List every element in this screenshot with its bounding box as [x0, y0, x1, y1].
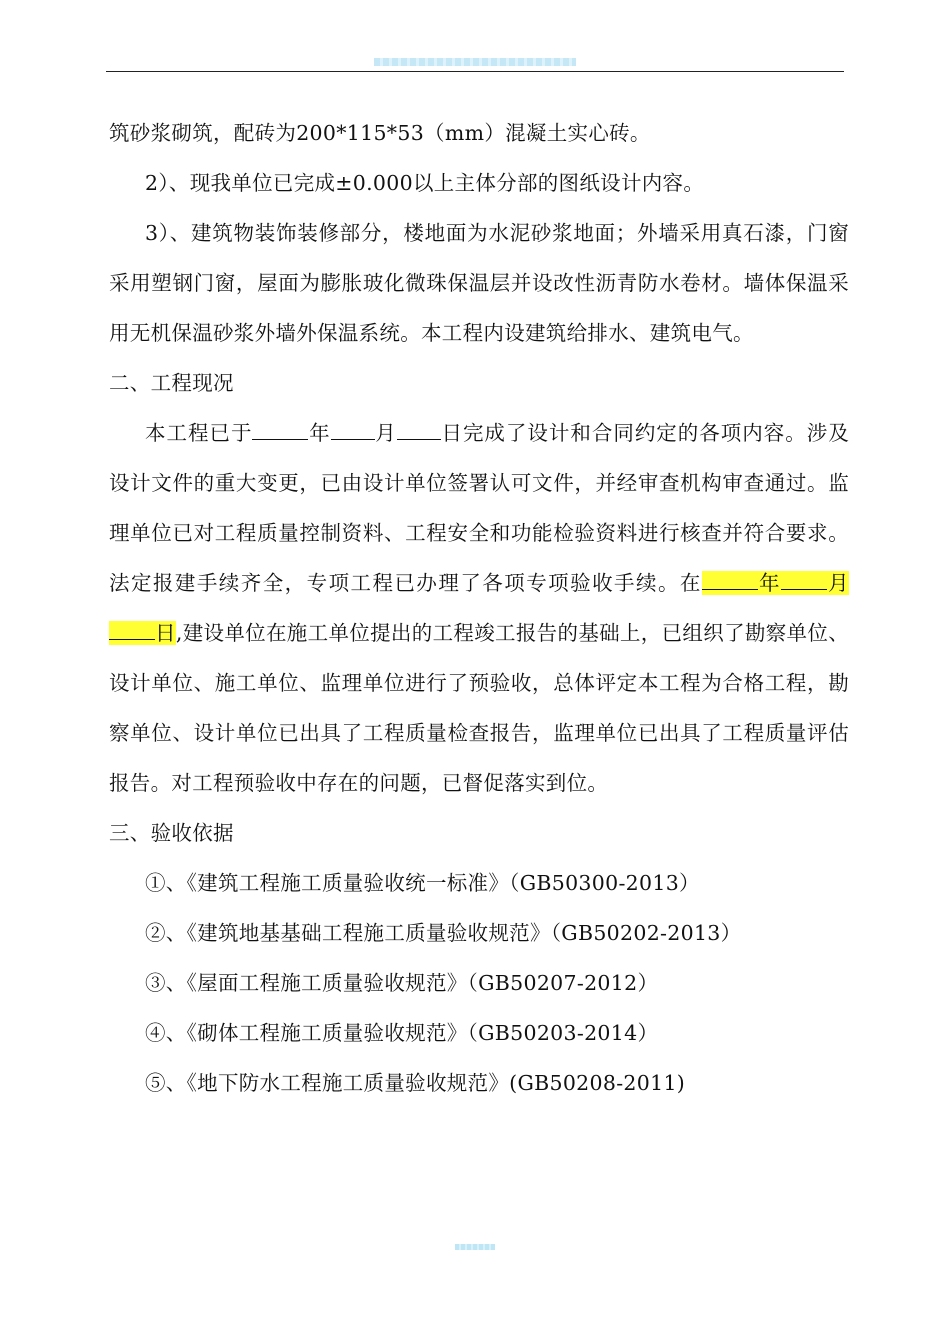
header-watermark	[374, 58, 576, 66]
header-rule	[106, 71, 844, 72]
standard-item: ①、《建筑工程施工质量验收统一标准》（GB50300-2013）	[145, 871, 700, 895]
standard-item: ②、《建筑地基基础工程施工质量验收规范》（GB50202-2013）	[145, 921, 742, 945]
standard-item: ④、《砌体工程施工质量验收规范》（GB50203-2014）	[145, 1021, 659, 1045]
document-body	[109, 108, 849, 1108]
page-header	[106, 52, 844, 74]
status-intro-text: 本工程已于	[145, 421, 253, 445]
status-body-text: 日完成了设计和合同约定的各项内容。涉及设计文件的重大变更，已由设计单位签署认可文件，并经审查机构审查通过。监理单位已对工程质量控制资料、工程安全和功能检验资料进行核查并符合要求。法定报建手续齐全，专项工程已办理了各项专项验收手续。在	[109, 421, 849, 595]
section-heading-acceptance-basis: 三、验收依据	[109, 821, 234, 845]
year-label-2: 年	[757, 571, 782, 595]
month-label-2: 月	[827, 571, 849, 595]
standard-item: ③、《屋面工程施工质量验收规范》（GB50207-2012）	[145, 971, 659, 995]
day-blank-2	[109, 619, 155, 640]
page-footer	[455, 1244, 495, 1254]
year-label: 年	[308, 421, 331, 445]
paragraph-brick-spec: 筑砂浆砌筑，配砖为200*115*53（mm）混凝土实心砖。	[109, 121, 651, 145]
day-blank	[397, 419, 441, 440]
year-blank-2	[702, 569, 758, 590]
year-blank	[252, 419, 308, 440]
section-heading-project-status: 二、工程现况	[109, 371, 234, 395]
footer-watermark	[455, 1244, 495, 1250]
status-body-text-2: ,建设单位在施工单位提出的工程竣工报告的基础上，已组织了勘察单位、设计单位、施工单位、监理单位进行了预验收，总体评定本工程为合格工程，勘察单位、设计单位已出具了工程质量检查报告，监理单位已出具了工程质量评估报告。对工程预验收中存在的问题，已督促落实到位。	[109, 621, 849, 795]
month-blank	[331, 419, 375, 440]
month-label: 月	[374, 421, 397, 445]
month-blank-2	[781, 569, 827, 590]
day-label-2: 日	[155, 621, 176, 645]
paragraph-project-status	[109, 408, 849, 808]
paragraph-main-structure: 2）、现我单位已完成±0.000以上主体分部的图纸设计内容。	[145, 171, 705, 195]
standard-item: ⑤、《地下防水工程施工质量验收规范》(GB50208-2011)	[145, 1071, 686, 1095]
paragraph-decoration: 3）、建筑物装饰装修部分，楼地面为水泥砂浆地面；外墙采用真石漆，门窗采用塑钢门窗，屋面为膨胀玻化微珠保温层并设改性沥青防水卷材。墙体保温采用无机保温砂浆外墙外保温系统。本工程内设建筑给排水、建筑电气。	[109, 221, 849, 345]
